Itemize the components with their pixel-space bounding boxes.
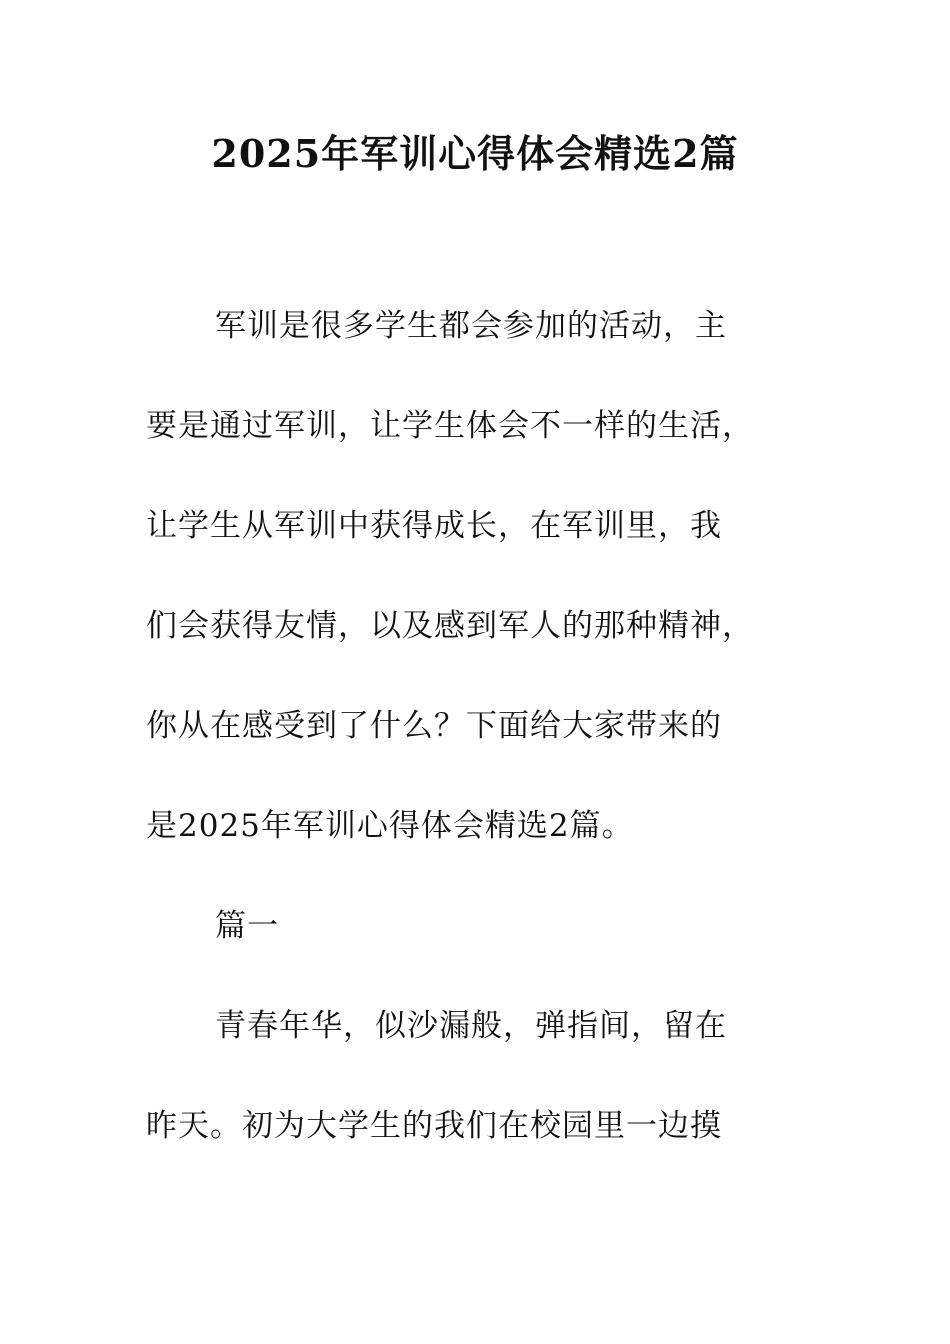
paragraph-line: 们会获得友情，以及感到军人的那种精神，: [146, 608, 754, 644]
paragraph-line: 昨天。初为大学生的我们在校园里一边摸: [146, 1108, 722, 1144]
paragraph-line: 是2025年军训心得体会精选2篇。: [146, 808, 634, 844]
document-title: 2025年军训心得体会精选2篇: [211, 131, 739, 176]
paragraph-line: 让学生从军训中获得成长，在军训里，我: [146, 508, 722, 544]
paragraph-line: 青春年华，似沙漏般，弹指间，留在: [215, 1008, 727, 1044]
paragraph-line: 你从在感受到了什么？下面给大家带来的: [146, 708, 722, 744]
section-heading: 篇一: [215, 908, 279, 944]
paragraph-line: 要是通过军训，让学生体会不一样的生活，: [146, 408, 754, 444]
paragraph-line: 军训是很多学生都会参加的活动，主: [215, 308, 727, 344]
